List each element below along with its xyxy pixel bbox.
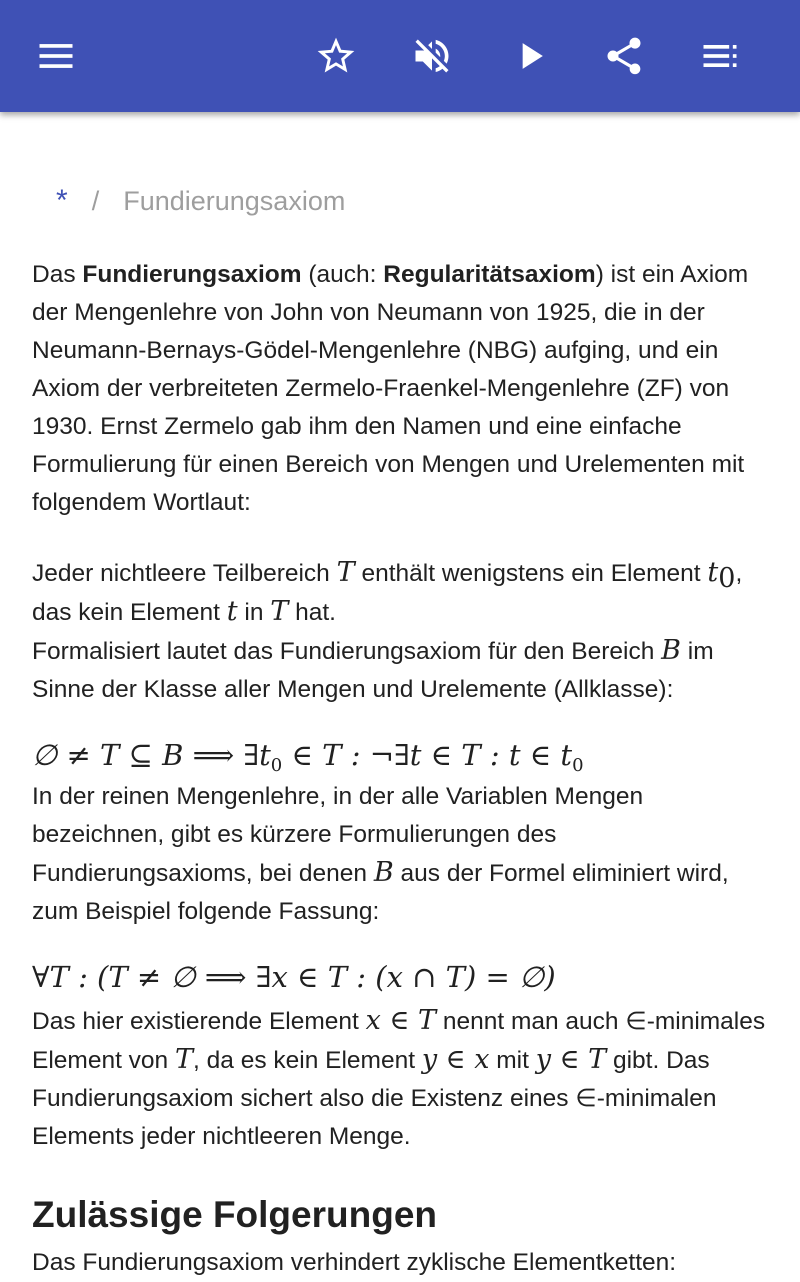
min-text-b: nennt man auch ∈-minimales Element von — [32, 1008, 766, 1074]
app-bar — [0, 0, 800, 112]
math-sub-0: 0 — [718, 563, 736, 594]
favorite-button[interactable] — [302, 22, 370, 90]
intro-text-e: ) ist ein Axiom der Mengenlehre von John von Neumann von 1925, die in der Neumann-Bernays-Gödel-Mengenlehre (NBG) aufging, und ein Axiom der verbreiteten Zermelo-Fraenkel-Mengenlehre (ZF) von 1930. Ernst Zermelo gab ihm den Namen und eine einfache Formulierung für einen Bereich von Mengen und Urelementen mit folgendem Wortlaut: — [32, 261, 749, 516]
formula1-sub: 0 — [270, 755, 283, 776]
min-text-e: gibt. Das Fundierungsaxiom sichert also die Existenz eines ∈-minimalen Elements jeder nichtleeren Menge. — [32, 1047, 717, 1150]
min-text-d: mit — [489, 1047, 536, 1074]
paragraph-definition — [32, 554, 772, 709]
menu-button[interactable] — [22, 22, 90, 90]
term-fundierungsaxiom: Fundierungsaxiom — [82, 261, 302, 288]
contents-button[interactable] — [686, 22, 754, 90]
math-var-T: T — [336, 557, 355, 588]
intro-text-c: (auch: — [301, 261, 384, 288]
min-text-c: , da es kein Element — [193, 1047, 422, 1074]
formula2-text: ∀T : (T ≠ ∅ ⟹ ∃x ∈ T : (x ∩ T) = ∅) — [32, 960, 556, 994]
math-var-B: B — [661, 635, 681, 666]
formula1-sub2: 0 — [572, 755, 584, 776]
term-regularitaetsaxiom: Regularitätsaxiom — [383, 261, 596, 288]
breadcrumb-current: Fundierungsaxiom — [123, 186, 346, 216]
math-y-in-x: y ∈ x — [421, 1044, 490, 1075]
math-x-in-T: x ∈ T — [365, 1005, 437, 1036]
formula1-left: ∅ ≠ T ⊆ B ⟹ ∃t — [32, 738, 271, 772]
formal-text-a: Formalisiert lautet das Fundierungsaxiom für den Bereich — [32, 638, 662, 665]
paragraph-pure-set-theory — [32, 778, 772, 931]
formula-axiom-pure — [32, 960, 556, 994]
share-button[interactable] — [590, 22, 658, 90]
breadcrumb-root-link[interactable]: * — [56, 184, 68, 217]
mute-button[interactable] — [398, 22, 466, 90]
section-heading-folgerungen: Zulässige Folgerungen — [32, 1194, 437, 1235]
math-T: T — [175, 1044, 194, 1075]
def-text-b: enthält wenigstens ein Element — [354, 560, 708, 587]
intro-text-a: Das — [32, 261, 83, 288]
def-text-e: hat. — [288, 599, 336, 626]
def-text-a: Jeder nichtleere Teilbereich — [32, 560, 337, 587]
math-var-T2: T — [270, 596, 289, 627]
play-button[interactable] — [496, 22, 564, 90]
list-icon — [698, 34, 742, 78]
formal-text-b: im Sinne der Klasse aller Mengen und Urelemente (Allklasse): — [32, 638, 714, 703]
hamburger-menu-icon — [34, 34, 78, 78]
def-text-d: in — [237, 599, 271, 626]
paragraph-minimal-element — [32, 1002, 772, 1156]
volume-off-icon — [410, 34, 454, 78]
breadcrumb — [56, 184, 345, 218]
share-icon — [602, 34, 646, 78]
formula1-mid: ∈ T : ¬∃t ∈ T : t ∈ t — [282, 738, 573, 772]
formula-axiom-bereich — [32, 738, 584, 776]
math-var-B-2: B — [373, 857, 394, 888]
pure-text-b: aus der Formel eliminiert wird, zum Beispiel folgende Fassung: — [32, 860, 729, 925]
paragraph-cycles: Das Fundierungsaxiom verhindert zyklische Elementketten: — [32, 1249, 677, 1276]
math-var-t: t — [226, 596, 238, 627]
def-text-c: , das kein Element — [32, 560, 743, 626]
min-text-a: Das hier existierende Element — [32, 1008, 366, 1035]
star-outline-icon — [314, 34, 358, 78]
play-icon — [508, 34, 552, 78]
breadcrumb-separator: / — [91, 186, 100, 216]
math-y-in-T: y ∈ T — [535, 1044, 607, 1075]
pure-text-a: In der reinen Mengenlehre, in der alle Variablen Mengen bezeichnen, gibt es kürzere Formulierungen des Fundierungsaxioms, bei denen — [32, 783, 644, 887]
paragraph-intro — [32, 256, 772, 522]
math-var-t0: t — [707, 557, 719, 588]
